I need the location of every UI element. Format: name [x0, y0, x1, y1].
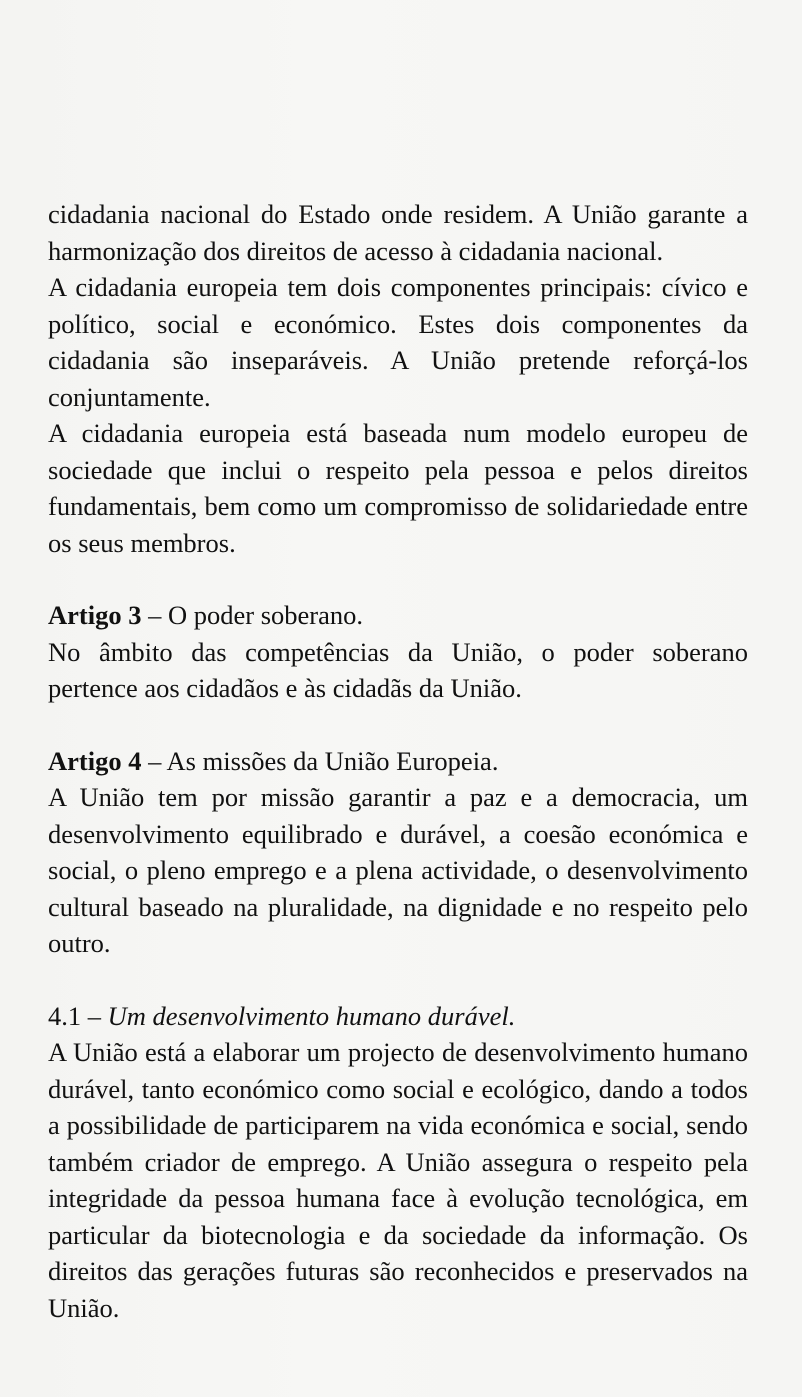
spacer [48, 707, 748, 743]
artigo-4-dash: – [141, 745, 167, 776]
intro-paragraph-3: A cidadania europeia está baseada num modelo europeu de sociedade que inclui o respeito pela pessoa e pelos direitos fundamentais, bem como um compromisso de solidariedade entre os seus membros. [48, 418, 748, 558]
section-4-1-title: Um desenvolvimento humano durável. [107, 1000, 516, 1031]
section-4-1-number: 4.1 [48, 1000, 82, 1031]
artigo-4-label: Artigo 4 [48, 745, 142, 776]
intro-paragraph-2: A cidadania europeia tem dois componentes principais: cívico e político, social e económico. Estes dois componentes da cidadania são inseparáveis. A União pretende reforçá-los conjuntamente. [48, 272, 748, 412]
document-text [48, 196, 748, 1326]
artigo-4-title: As missões da União Europeia. [166, 745, 499, 776]
section-4-1-dash: – [81, 1000, 108, 1031]
artigo-3-title: O poder soberano. [167, 600, 363, 630]
artigo-3-dash: – [141, 600, 168, 630]
spacer [48, 561, 748, 597]
spacer [48, 962, 748, 998]
intro-paragraph-1: cidadania nacional do Estado onde residem. A União garante a harmonização dos direitos de acesso à cidadania nacional. [48, 199, 748, 266]
section-4-1-body: A União está a elaborar um projecto de desenvolvimento humano durável, tanto económico como social e ecológico, dando a todos a possibilidade de participarem na vida económica e social, sendo também criador de emprego. A União assegura o respeito pela integridade da pessoa humana face à evolução tecnológica, em particular da biotecnologia e da sociedade da informação. Os direitos das gerações futuras são reconhecidos e preservados na União. [48, 1037, 748, 1323]
artigo-4-body: A União tem por missão garantir a paz e a democracia, um desenvolvimento equilibrado e durável, a coesão económica e social, o pleno emprego e a plena actividade, o desenvolvimento cultural baseado na pluralidade, na dignidade e no respeito pelo outro. [48, 782, 748, 958]
artigo-3-body: No âmbito das competências da União, o poder soberano pertence aos cidadãos e às cidadãs da União. [48, 636, 748, 703]
artigo-3-heading [48, 597, 748, 634]
artigo-3-label: Artigo 3 [48, 600, 142, 630]
artigo-4-heading [48, 743, 748, 780]
section-4-1-heading [48, 998, 748, 1035]
